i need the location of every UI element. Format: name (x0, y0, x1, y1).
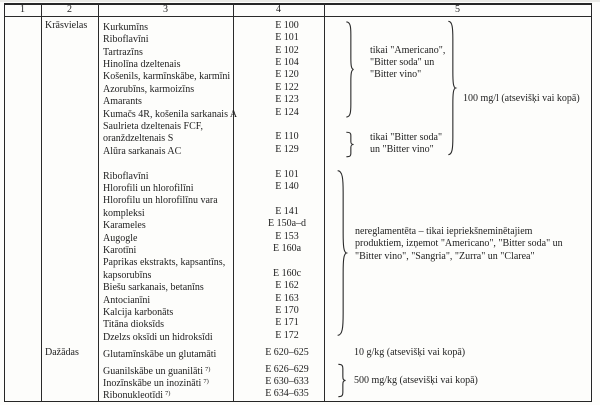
column-header-1: 1 (20, 4, 25, 15)
footnote-ref: 7) (204, 365, 211, 373)
e-number: E 172 (275, 329, 299, 341)
substance-name: Alūra sarkanais AC (103, 145, 182, 157)
table-row (98, 268, 324, 280)
category-label-misc: Dažādas (45, 346, 79, 358)
table-row (98, 317, 324, 329)
substance-name: Riboflavīni (103, 170, 149, 182)
misc-rows-group-2 (98, 364, 324, 401)
substance-name: Inozīnskābe un inozināti $^{7)}$ (103, 377, 209, 389)
e-number: E 162 (275, 280, 299, 292)
e-number: E 102 (275, 44, 299, 56)
column-header-2: 2 (67, 4, 72, 15)
note-line: "Bitter vino", "Sangria", "Zurra" un "Clarea" (355, 250, 535, 262)
column-divider-4-5 (324, 3, 325, 401)
limit-nucleotides: 500 mg/kg (atsevišķi vai kopā) (354, 375, 478, 387)
e-number: E 124 (275, 106, 299, 118)
substance-name: Augogle (103, 232, 138, 244)
e-number: E 160c (272, 267, 302, 279)
substance-name: Amarants (103, 96, 142, 108)
scan-artifact-edge (0, 0, 600, 2)
scope-note-bitter (370, 132, 442, 157)
substance-name: Hlorofilu un hlorofilīnu vara (103, 195, 218, 207)
header-separator-line (4, 16, 591, 17)
table-row (98, 280, 324, 292)
substance-name: Guanilskābe un guanilāti $^{7)}$ (103, 365, 211, 377)
footnote-ref: 7) (203, 377, 209, 385)
note-line: tikai "Bitter soda" (370, 131, 443, 143)
table-row (98, 376, 324, 388)
e-number: E 140 (275, 180, 299, 192)
table-row (98, 32, 324, 44)
table-row (98, 293, 324, 305)
table-row (98, 255, 324, 267)
e-number: E 101 (275, 168, 299, 180)
substance-name: kapsorubīns (103, 269, 152, 281)
substance-name: Titāna dioksīds (103, 319, 165, 331)
substance-name: Hinolīna dzeltenais (103, 58, 181, 70)
table-row (98, 193, 324, 205)
table-row (98, 231, 324, 243)
e-number: E 120 (275, 69, 299, 81)
e-number: E 104 (275, 56, 299, 68)
table-row (98, 82, 324, 94)
table-row (98, 330, 324, 342)
column-divider-1-2 (41, 3, 42, 401)
substance-name: Ribonukleotīdi $^{7)}$ (103, 390, 171, 402)
e-number: E 163 (275, 292, 299, 304)
column-header-5: 5 (455, 4, 460, 15)
substance-name: Azorubīns, karmoizīns (103, 83, 195, 95)
substance-name: Kumačs 4R, košenila sarkanais A (103, 108, 238, 120)
e-number: E 171 (275, 317, 299, 329)
brace-e110-e129 (345, 132, 354, 157)
table-row (98, 305, 324, 317)
e-number: E 630–633 (265, 375, 309, 387)
colorants-rows-group-1 (98, 20, 324, 156)
limit-colorants: 100 mg/l (atsevišķi vai kopā) (463, 92, 580, 104)
brace-colorants-total-limit (447, 20, 456, 156)
substance-name: Antocianīni (103, 294, 151, 306)
column-header-3: 3 (163, 4, 168, 15)
substance-name: Hlorofili un hlorofilīni (103, 182, 194, 194)
e-number: E 122 (275, 81, 299, 93)
table-row (98, 388, 324, 400)
table-row (98, 218, 324, 230)
substance-name: Glutamīnskābe un glutamāti (103, 348, 217, 360)
note-colorants-unregulated (355, 226, 563, 263)
column-header-4: 4 (276, 4, 281, 15)
e-number: E 153 (275, 230, 299, 242)
note-line: "Bitter vino" (370, 69, 422, 81)
colorants-rows-group-2 (98, 169, 324, 342)
table-row (98, 144, 324, 156)
substance-name: Dzelzs oksīdi un hidroksīdi (103, 331, 213, 343)
note-line: nereglamentēta – tikai iepriekšneminētajiem (355, 225, 533, 237)
note-line: produktiem, izņemot "Americano", "Bitter soda" un (355, 238, 563, 250)
table-row (98, 69, 324, 81)
substance-name: Paprikas ekstrakts, kapsantīns, (103, 257, 226, 269)
e-number: E 123 (275, 94, 299, 106)
substance-name: kompleksi (103, 207, 145, 219)
table-row (98, 20, 324, 32)
table-row (98, 107, 324, 119)
e-number: E 100 (275, 19, 299, 31)
table-row (98, 206, 324, 218)
substance-name: Karotīni (103, 244, 137, 256)
e-number: E 620–625 (265, 346, 309, 358)
misc-rows-group-1 (98, 347, 324, 359)
e-number: E 150a–d (267, 218, 307, 230)
table-row (98, 131, 324, 143)
table-row (98, 57, 324, 69)
brace-colorants-group-2 (336, 169, 347, 337)
scope-note-americano (370, 45, 445, 82)
table-row (98, 94, 324, 106)
e-number: E 110 (275, 131, 299, 143)
table-row (98, 169, 324, 181)
brace-e100-e124 (345, 21, 354, 118)
table-row (98, 243, 324, 255)
note-line: tikai "Americano", (370, 44, 446, 56)
e-number: E 129 (275, 143, 299, 155)
brace-nucleotides (337, 364, 346, 397)
substance-name: Karameles (103, 220, 146, 232)
note-line: un "Bitter vino" (370, 143, 434, 155)
e-number: E 160a (272, 242, 302, 254)
substance-name: oranždzeltenais S (103, 133, 174, 145)
limit-glutamates: 10 g/kg (atsevišķi vai kopā) (354, 346, 466, 358)
substance-name: Tartrazīns (103, 46, 143, 58)
footnote-ref: 7) (165, 390, 171, 398)
table-row (98, 45, 324, 57)
e-number: E 141 (275, 205, 299, 217)
e-number: E 634–635 (265, 388, 309, 400)
table-row (98, 119, 324, 131)
table-row (98, 364, 324, 376)
substance-name: Riboflavīni (103, 34, 149, 46)
category-label-colorants: Krāsvielas (45, 19, 88, 31)
substance-name: Biešu sarkanais, betanīns (103, 282, 204, 294)
table-row (98, 181, 324, 193)
e-number: E 626–629 (265, 363, 309, 375)
e-number: E 101 (275, 32, 299, 44)
note-line: "Bitter soda" un (370, 56, 435, 68)
substance-name: Kurkumīns (103, 21, 148, 33)
substance-name: Košenils, karmīnskābe, karmīni (103, 71, 231, 83)
e-number: E 170 (275, 304, 299, 316)
substance-name: Saulrieta dzeltenais FCF, (103, 120, 204, 132)
substance-name: Kalcija karbonāts (103, 306, 174, 318)
table-row (98, 347, 324, 359)
